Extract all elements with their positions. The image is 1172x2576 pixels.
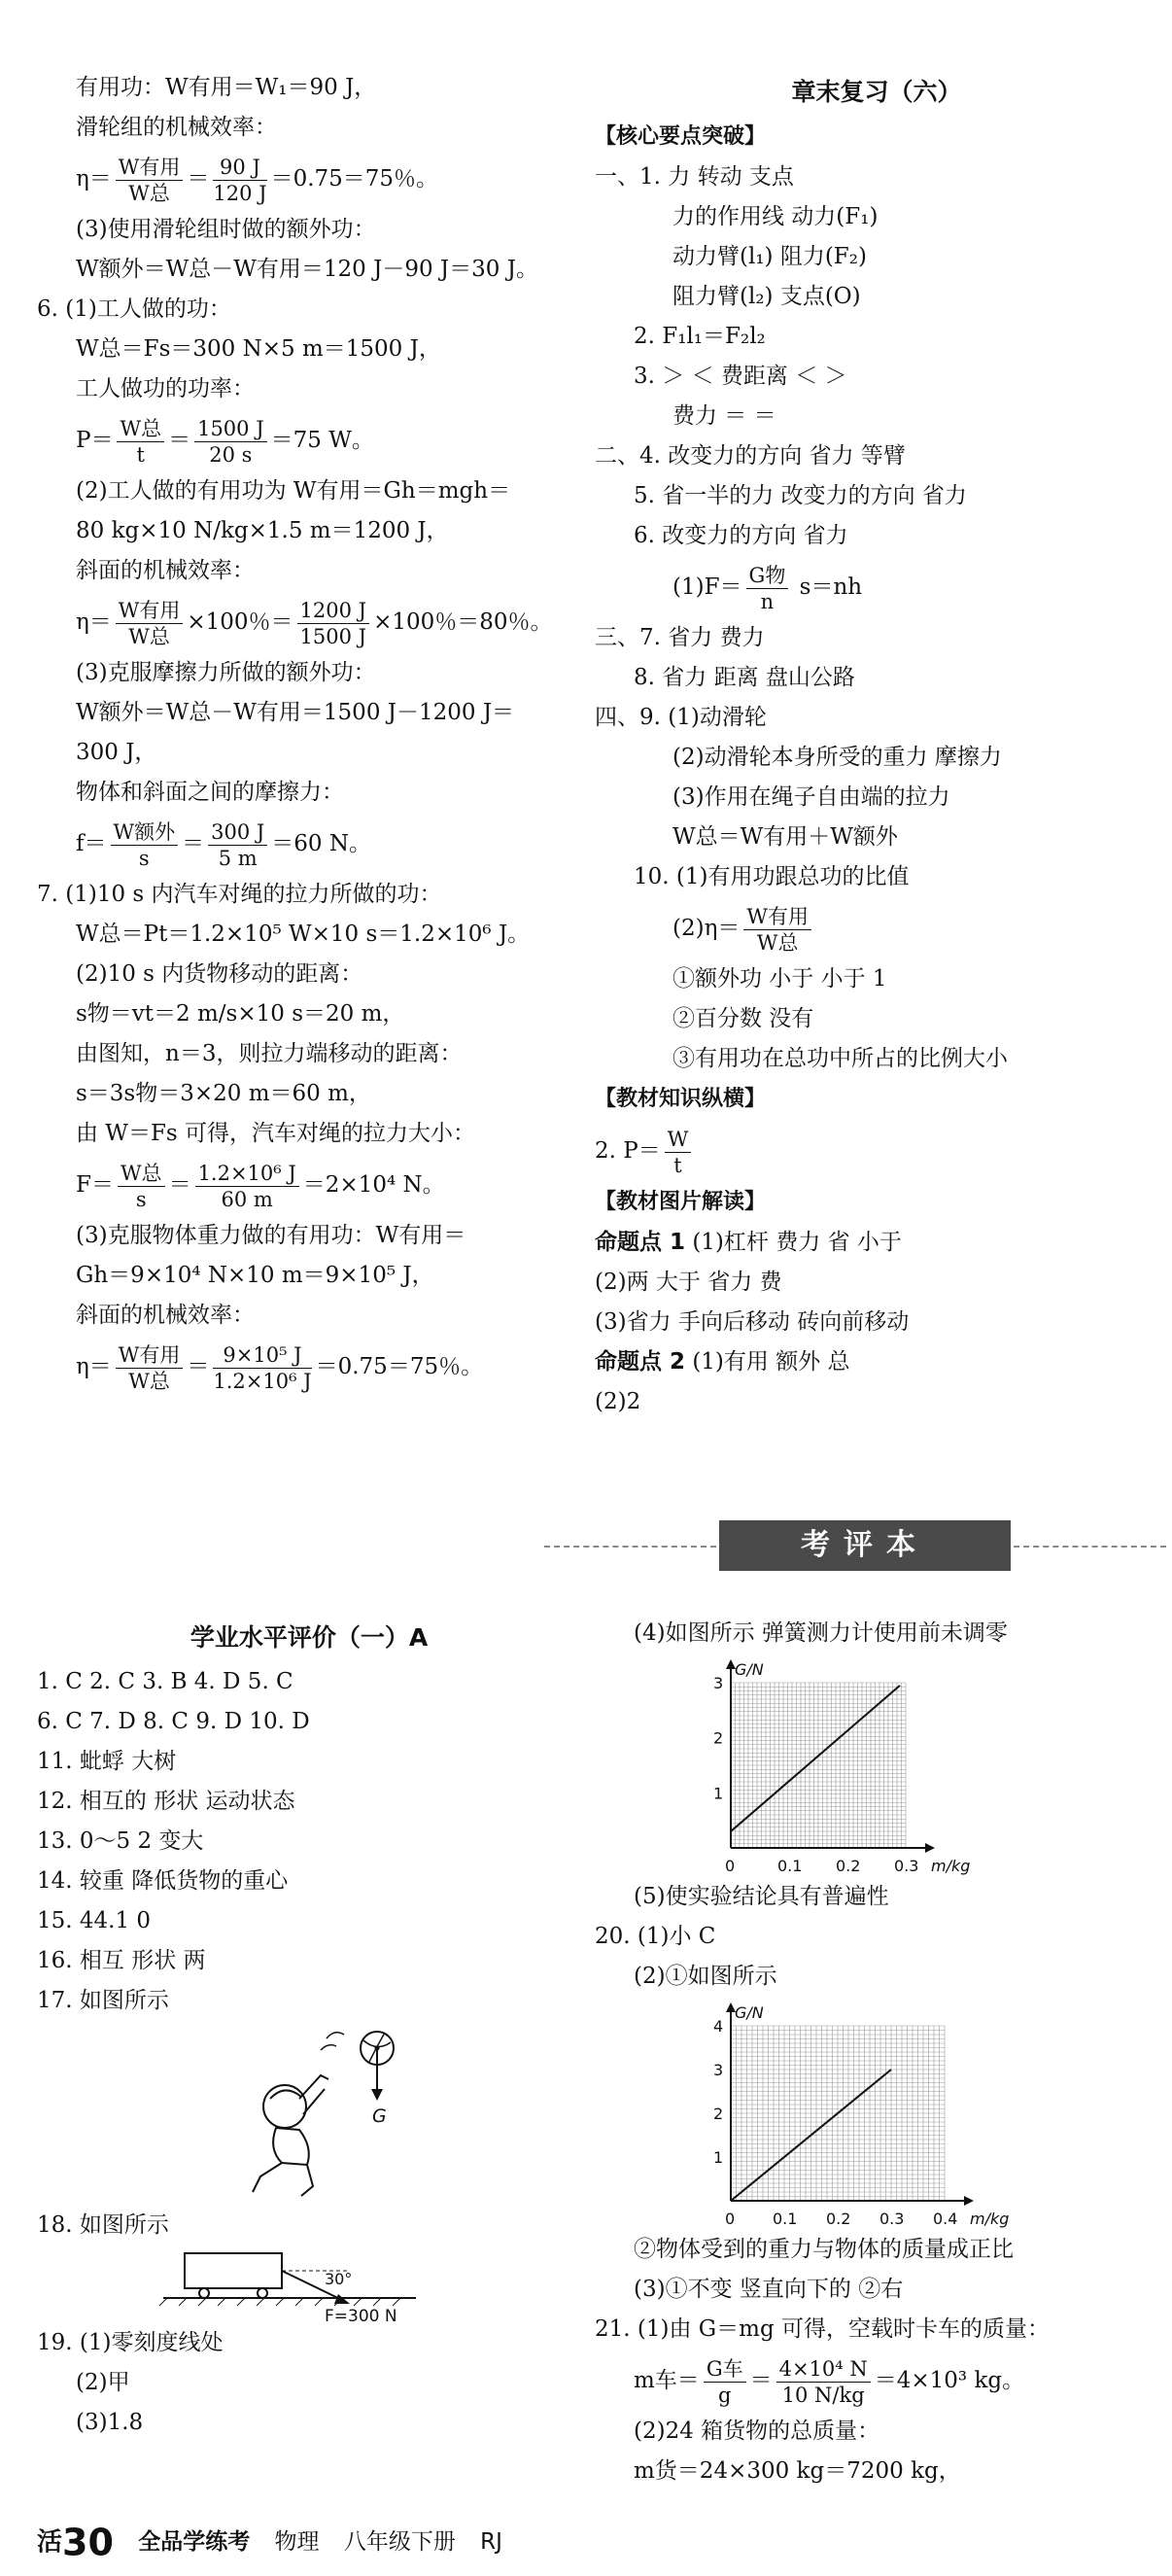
answer-text: 动力臂(l₁) 阻力(F₂) (672, 244, 867, 269)
answer-text: 10. (1)有用功跟总功的比值 (634, 864, 910, 889)
answer-line (595, 1877, 1158, 1917)
fraction-denominator: 20 s (209, 442, 253, 467)
formula-prefix: F＝ (76, 1172, 114, 1198)
x-tick-label: 0.2 (836, 1857, 861, 1875)
band-label: 考评本 (719, 1520, 1011, 1571)
cart-body (185, 2253, 282, 2288)
fraction (665, 1127, 692, 1178)
answer-text: 工人做功的功率： (76, 376, 255, 401)
person-head (263, 2085, 306, 2128)
fraction (111, 819, 179, 871)
y-tick-label: 3 (713, 1674, 724, 1692)
answer-text: (3)克服物体重力做的有用功：W有用＝ (76, 1223, 466, 1248)
formula-line (595, 2350, 1158, 2412)
answer-text: (3)省力 手向后移动 砖向前移动 (595, 1309, 910, 1335)
footer-book: 全品学练考 (138, 2529, 251, 2555)
answer-line (37, 1114, 562, 1154)
answer-text: 19. (1)零刻度线处 (37, 2330, 224, 2355)
graph-19-4 (702, 1654, 971, 1877)
y-tick-label: 2 (713, 1728, 724, 1748)
fraction-numerator: 4×10⁴ N (776, 2356, 871, 2383)
answer-text: 物体和斜面之间的摩擦力： (76, 780, 344, 805)
x-axis-arrow (964, 2196, 974, 2206)
answer-line (595, 857, 1158, 897)
fraction-denominator: t (136, 442, 145, 467)
fraction-denominator: 60 m (221, 1187, 273, 1211)
answer-text: 5. 省一半的力 改变力的方向 省力 (634, 483, 967, 508)
answer-text: 有用功：W有用＝W₁＝90 J， (76, 75, 377, 100)
answer-line (595, 237, 1158, 277)
footer-subject: 物理 (274, 2529, 320, 2555)
answer-line (37, 369, 562, 409)
answer-text: 2. F₁l₁＝F₂l₂ (634, 324, 766, 349)
answer-text: 20. (1)小 C (595, 1924, 716, 1949)
answer-text: 7. (1)10 s 内汽车对绳的拉力所做的功： (37, 882, 442, 907)
footer-prefix: 活 (37, 2527, 63, 2558)
answer-text: (3)作用在绳子自由端的拉力 (672, 784, 950, 810)
ground-hatch (237, 2298, 245, 2306)
fraction (776, 2356, 871, 2408)
answer-line (37, 108, 562, 148)
answer-line (595, 2310, 1158, 2350)
formula-prefix: P＝ (76, 428, 114, 453)
answer-line (595, 157, 1158, 197)
x-tick-label: 0.3 (894, 1857, 919, 1875)
answer-line: 18. 如图所示 (37, 2212, 169, 2238)
answer-line: 15. 44.1 0 (37, 1908, 152, 1933)
answer-text: (1)有用 额外 总 (685, 1349, 850, 1375)
y-axis-label: G/N (735, 2003, 764, 2022)
motion-lines (321, 2033, 344, 2050)
cart-wheel (258, 2288, 267, 2298)
answer-line (595, 2230, 1158, 2270)
gravity-arrow-head (371, 2089, 383, 2101)
footer-grade: 八年级下册 (343, 2529, 456, 2555)
answer-line (37, 693, 562, 733)
answer-line (595, 1614, 1158, 1654)
topic-label: 命题点 2 (595, 1349, 686, 1375)
answer-text: 一、1. 力 转动 支点 (595, 164, 794, 190)
answer-line: 13. 0～5 2 变大 (37, 1828, 204, 1854)
answer-text: ①额外功 小于 小于 1 (672, 966, 887, 992)
answer-line (37, 2403, 581, 2443)
fraction-denominator: 5 m (218, 846, 258, 870)
answer-text: (3)①不变 竖直向下的 ②右 (634, 2277, 904, 2302)
fraction (208, 819, 267, 871)
formula-suffix: ＝4×10³ kg。 (874, 2368, 1025, 2393)
formula-line (37, 813, 562, 875)
fraction-denominator: n (760, 589, 775, 613)
formula-prefix: η＝ (76, 1354, 112, 1379)
fraction-denominator: t (673, 1153, 682, 1177)
fraction (116, 1342, 184, 1394)
answer-line (37, 1074, 562, 1114)
answer-line: 14. 较重 降低货物的重心 (37, 1868, 289, 1894)
answer-text: (2)甲 (76, 2370, 130, 2395)
fraction-denominator: s (135, 1187, 147, 1211)
ground-hatch (198, 2298, 206, 2306)
answer-text: W总＝Pt＝1.2×10⁵ W×10 s＝1.2×10⁶ J。 (76, 922, 531, 947)
answer-line (595, 277, 1158, 317)
answer-text: s物＝vt＝2 m/s×10 s＝20 m， (76, 1001, 405, 1027)
formula-prefix: 2. P＝ (595, 1138, 661, 1164)
y-tick-label: 2 (713, 2105, 724, 2123)
answer-text: Gh＝9×10⁴ N×10 m＝9×10⁵ J， (76, 1263, 434, 1288)
answer-line (595, 476, 1158, 516)
answer-line: 12. 相互的 形状 运动状态 (37, 1789, 295, 1814)
fraction-denominator: 10 N/kg (781, 2383, 865, 2407)
answer-text: (2)工人做的有用功为 W有用＝Gh＝mgh＝ (76, 478, 511, 504)
formula-prefix: f＝ (76, 831, 107, 856)
answer-line (595, 2270, 1158, 2310)
fraction (704, 2356, 746, 2408)
answer-line (595, 2412, 1158, 2452)
answer-line (595, 1303, 1158, 1342)
fraction-numerator: 1500 J (194, 416, 267, 442)
answer-text: 6. (1)工人做的功： (37, 296, 231, 322)
figure-17 (192, 2021, 445, 2206)
x-tick-label: 0.2 (826, 2210, 851, 2228)
formula-prefix: η＝ (76, 166, 112, 191)
right-column-bottom (595, 1614, 1158, 2491)
answer-text: 21. (1)由 G＝mg 可得，空载时卡车的质量： (595, 2316, 1050, 2342)
fraction (213, 1342, 311, 1394)
y-tick-label: 3 (713, 2061, 724, 2079)
answer-text: 力的作用线 动力(F₁) (672, 204, 879, 229)
page-footer (37, 2518, 717, 2566)
fraction-numerator: 300 J (208, 819, 267, 846)
answer-text: ②百分数 没有 (672, 1006, 814, 1031)
x-axis-label: m/kg (931, 1857, 971, 1875)
fraction-numerator: W有用 (116, 155, 184, 181)
answer-line (37, 1034, 562, 1074)
answer-text: 由图知，n＝3，则拉力端移动的距离： (76, 1041, 463, 1066)
x-tick-label: 0.1 (773, 2210, 798, 2228)
formula-line (595, 1120, 1158, 1182)
answer-line (595, 1917, 1158, 1957)
answer-text: 斜面的机械效率： (76, 558, 255, 583)
answer-line (37, 955, 562, 994)
answer-text: (3)1.8 (76, 2410, 144, 2435)
answer-text: 阻力臂(l₂) 支点(O) (672, 284, 861, 309)
answer-text: m货＝24×300 kg＝7200 kg， (634, 2458, 961, 2484)
answer-line (37, 471, 562, 511)
answer-text: 3. ＞ ＜ 费距离 ＜ ＞ (634, 364, 847, 389)
answer-line (37, 733, 562, 773)
answer-text: s＝3s物＝3×20 m＝60 m， (76, 1081, 371, 1106)
formula-mid: ×100％＝ (187, 609, 293, 635)
left-column-bottom (37, 1614, 581, 2443)
formula-suffix: ＝75 W。 (270, 428, 374, 453)
answer-text: (2)24 箱货物的总质量： (634, 2419, 880, 2444)
answer-line (595, 436, 1158, 476)
answer-line (595, 1039, 1158, 1079)
answer-line: 1. C 2. C 3. B 4. D 5. C (37, 1669, 293, 1694)
formula-suffix: ×100％＝80％。 (373, 609, 553, 635)
answer-text: 8. 省力 距离 盘山公路 (634, 665, 855, 690)
answer-text: 斜面的机械效率： (76, 1303, 255, 1328)
answer-line (595, 618, 1158, 658)
fraction (213, 155, 266, 206)
section-heading: 【核心要点突破】 (595, 124, 767, 149)
fraction-numerator: W额外 (111, 819, 179, 846)
answer-line (37, 511, 562, 551)
answer-line (37, 915, 562, 955)
answer-line (37, 250, 562, 290)
answer-line (595, 2452, 1158, 2491)
fraction-numerator: G物 (746, 563, 789, 589)
answer-line (595, 738, 1158, 778)
fraction-denominator: 1.2×10⁶ J (213, 1369, 312, 1393)
angle-label: 30° (325, 2270, 353, 2288)
answer-text: 三、7. 省力 费力 (595, 625, 765, 650)
formula-mid: ＝ (168, 1172, 191, 1198)
answer-text: (2)两 大于 省力 费 (595, 1270, 782, 1295)
formula-line (37, 1154, 562, 1216)
formula-mid: ＝ (182, 831, 205, 856)
formula-suffix: ＝0.75＝75％。 (270, 166, 439, 191)
formula-prefix: m车＝ (634, 2368, 700, 2393)
formula-mid: ＝ (187, 1354, 210, 1379)
answer-line (595, 516, 1158, 556)
answer-text: W总＝W有用＋W额外 (672, 824, 898, 850)
formula-line (595, 556, 1158, 618)
answer-line (595, 1957, 1158, 1997)
answer-line (595, 1263, 1158, 1303)
fraction-numerator: W总 (117, 416, 164, 442)
fraction (195, 1161, 299, 1212)
answer-line (37, 875, 562, 915)
fraction-numerator: W总 (118, 1161, 165, 1187)
fraction-numerator: W (665, 1127, 692, 1153)
x-axis-label: m/kg (970, 2210, 1010, 2228)
formula-line (595, 897, 1158, 959)
answer-line (595, 778, 1158, 818)
formula-mid: s＝nh (792, 574, 863, 600)
formula-mid: ＝ (749, 2368, 773, 2393)
answer-text: (3)克服摩擦力所做的额外功： (76, 660, 376, 685)
ground-hatch (295, 2298, 303, 2306)
answer-line (37, 1216, 562, 1256)
answer-text: W额外＝W总－W有用＝1500 J－1200 J＝ (76, 700, 515, 725)
answer-line (595, 1223, 1158, 1263)
fraction-numerator: G车 (704, 2356, 746, 2383)
answer-line (37, 210, 562, 250)
topic-label: 命题点 1 (595, 1230, 686, 1255)
fraction-numerator: 90 J (213, 155, 266, 181)
person-body (273, 2128, 309, 2165)
fraction-denominator: 1500 J (299, 624, 367, 648)
ground-hatch (218, 2298, 225, 2306)
fraction-denominator: g (717, 2383, 732, 2407)
ground-hatch (315, 2298, 323, 2306)
fraction-denominator: s (138, 846, 150, 870)
answer-line (37, 551, 562, 591)
answer-text: 300 J， (76, 740, 157, 765)
answer-line (595, 999, 1158, 1039)
y-tick-label: 1 (713, 2148, 724, 2167)
answer-text: (1)杠杆 费力 省 小于 (685, 1230, 902, 1255)
formula-prefix: (2)η＝ (672, 916, 741, 941)
person-legs (253, 2163, 313, 2196)
x-axis-arrow (925, 1843, 935, 1853)
answer-text: (4)如图所示 弹簧测力计使用前未调零 (634, 1620, 1008, 1646)
answer-text: 滑轮组的机械效率： (76, 115, 277, 140)
x-tick-label: 0 (725, 2210, 736, 2228)
formula-suffix: ＝60 N。 (271, 831, 371, 856)
fraction-denominator: W总 (128, 1369, 170, 1393)
answer-line (37, 2323, 581, 2363)
answer-line: 17. 如图所示 (37, 1988, 169, 2013)
x-tick-label: 0 (725, 1857, 736, 1875)
formula-line (37, 1336, 562, 1398)
answer-line (37, 653, 562, 693)
fraction (297, 598, 370, 649)
left-column-top (37, 68, 562, 1398)
fraction (117, 416, 164, 468)
fraction-numerator: 1.2×10⁶ J (195, 1161, 299, 1187)
fraction (116, 155, 184, 206)
section-heading: 【教材知识纵横】 (595, 1087, 767, 1111)
answer-line: 11. 蚍蜉 大树 (37, 1749, 177, 1774)
formula-suffix: ＝0.75＝75％。 (315, 1354, 484, 1379)
ground-hatch (179, 2298, 187, 2306)
fraction-denominator: W总 (756, 930, 799, 955)
answer-line: 6. C 7. D 8. C 9. D 10. D (37, 1709, 310, 1734)
ground-hatch (257, 2298, 264, 2306)
page-number: 30 (62, 2521, 114, 2564)
answer-line (595, 1382, 1158, 1422)
formula-prefix: η＝ (76, 609, 112, 635)
cart-wheel (199, 2288, 209, 2298)
answer-text: 四、9. (1)动滑轮 (595, 705, 767, 730)
center-of-gravity (375, 2046, 380, 2051)
answer-text: 二、4. 改变力的方向 省力 等臂 (595, 443, 906, 469)
answer-line (595, 1342, 1158, 1382)
answer-line: 16. 相互 形状 两 (37, 1948, 206, 1973)
answer-text: (5)使实验结论具有普遍性 (634, 1884, 889, 1909)
answer-line (37, 1256, 562, 1296)
ground-hatch (276, 2298, 284, 2306)
fraction-denominator: 120 J (213, 181, 267, 205)
answer-text: 6. 改变力的方向 省力 (634, 523, 848, 548)
right-column-top (595, 68, 1158, 1422)
answer-line (595, 357, 1158, 397)
formula-line (37, 591, 562, 653)
graph-20-2 (702, 1997, 1010, 2230)
formula-mid: ＝ (187, 166, 210, 191)
answer-line (37, 773, 562, 813)
fraction-denominator: W总 (128, 181, 170, 205)
section-heading: 【教材图片解读】 (595, 1190, 767, 1214)
fraction (743, 904, 811, 956)
formula-suffix: ＝2×10⁴ N。 (302, 1172, 445, 1198)
x-tick-label: 0.3 (879, 2210, 905, 2228)
answer-text: (2)①如图所示 (634, 1964, 777, 1989)
gravity-label: G (372, 2106, 387, 2127)
y-axis-label: G/N (735, 1660, 764, 1679)
answer-line (37, 330, 562, 369)
fraction (116, 598, 184, 649)
fraction-denominator: W总 (128, 624, 170, 648)
formula-prefix: (1)F＝ (672, 574, 742, 600)
answer-text: W总＝Fs＝300 N×5 m＝1500 J， (76, 336, 441, 362)
answer-line (595, 818, 1158, 857)
fraction-numerator: 9×10⁵ J (213, 1342, 311, 1369)
formula-mid: ＝ (168, 428, 191, 453)
y-tick-label: 4 (713, 2017, 724, 2036)
force-label: F=300 N (325, 2307, 397, 2326)
answer-line (37, 2363, 581, 2403)
formula-line (37, 409, 562, 471)
assessment-title: 学业水平评价（一）A (190, 1623, 429, 1652)
ground-hatch (393, 2298, 400, 2306)
answer-text: (3)使用滑轮组时做的额外功： (76, 217, 376, 242)
answer-text: (2)10 s 内货物移动的距离： (76, 961, 363, 987)
answer-line (595, 317, 1158, 357)
fraction-numerator: 1200 J (297, 598, 370, 624)
x-tick-label: 0.4 (933, 2210, 958, 2228)
y-tick-label: 1 (713, 1784, 724, 1803)
answer-line (595, 698, 1158, 738)
answer-line (37, 290, 562, 330)
answer-line (37, 1296, 562, 1336)
ground-hatch (354, 2298, 362, 2306)
answer-line (595, 397, 1158, 436)
formula-line (37, 148, 562, 210)
answer-text: W额外＝W总－W有用＝120 J－90 J＝30 J。 (76, 257, 538, 282)
x-tick-label: 0.1 (777, 1857, 803, 1875)
answer-text: ③有用功在总功中所占的比例大小 (672, 1046, 1008, 1071)
ground-hatch (159, 2298, 167, 2306)
fraction (118, 1161, 165, 1212)
section-band (544, 1516, 1166, 1575)
fraction-numerator: W有用 (116, 1342, 184, 1369)
fraction (194, 416, 267, 468)
chapter-review-title: 章末复习（六） (791, 78, 962, 106)
answer-line (595, 658, 1158, 698)
answer-text: 80 kg×10 N/kg×1.5 m＝1200 J， (76, 518, 449, 543)
answer-text: ②物体受到的重力与物体的质量成正比 (634, 2237, 1014, 2262)
answer-line (37, 68, 562, 108)
answer-line (37, 994, 562, 1034)
answer-text: (2)2 (595, 1389, 641, 1414)
fraction-numerator: W有用 (116, 598, 184, 624)
figure-18 (154, 2245, 445, 2326)
answer-text: 由 W＝Fs 可得，汽车对绳的拉力大小： (76, 1121, 476, 1146)
answer-text: 费力 ＝ ＝ (672, 403, 776, 429)
answer-text: (2)动滑轮本身所受的重力 摩擦力 (672, 745, 1002, 770)
fraction (746, 563, 789, 614)
fraction-numerator: W有用 (743, 904, 811, 930)
answer-line (595, 197, 1158, 237)
answer-line (595, 959, 1158, 999)
footer-edition: RJ (480, 2529, 502, 2555)
ground-hatch (373, 2298, 381, 2306)
